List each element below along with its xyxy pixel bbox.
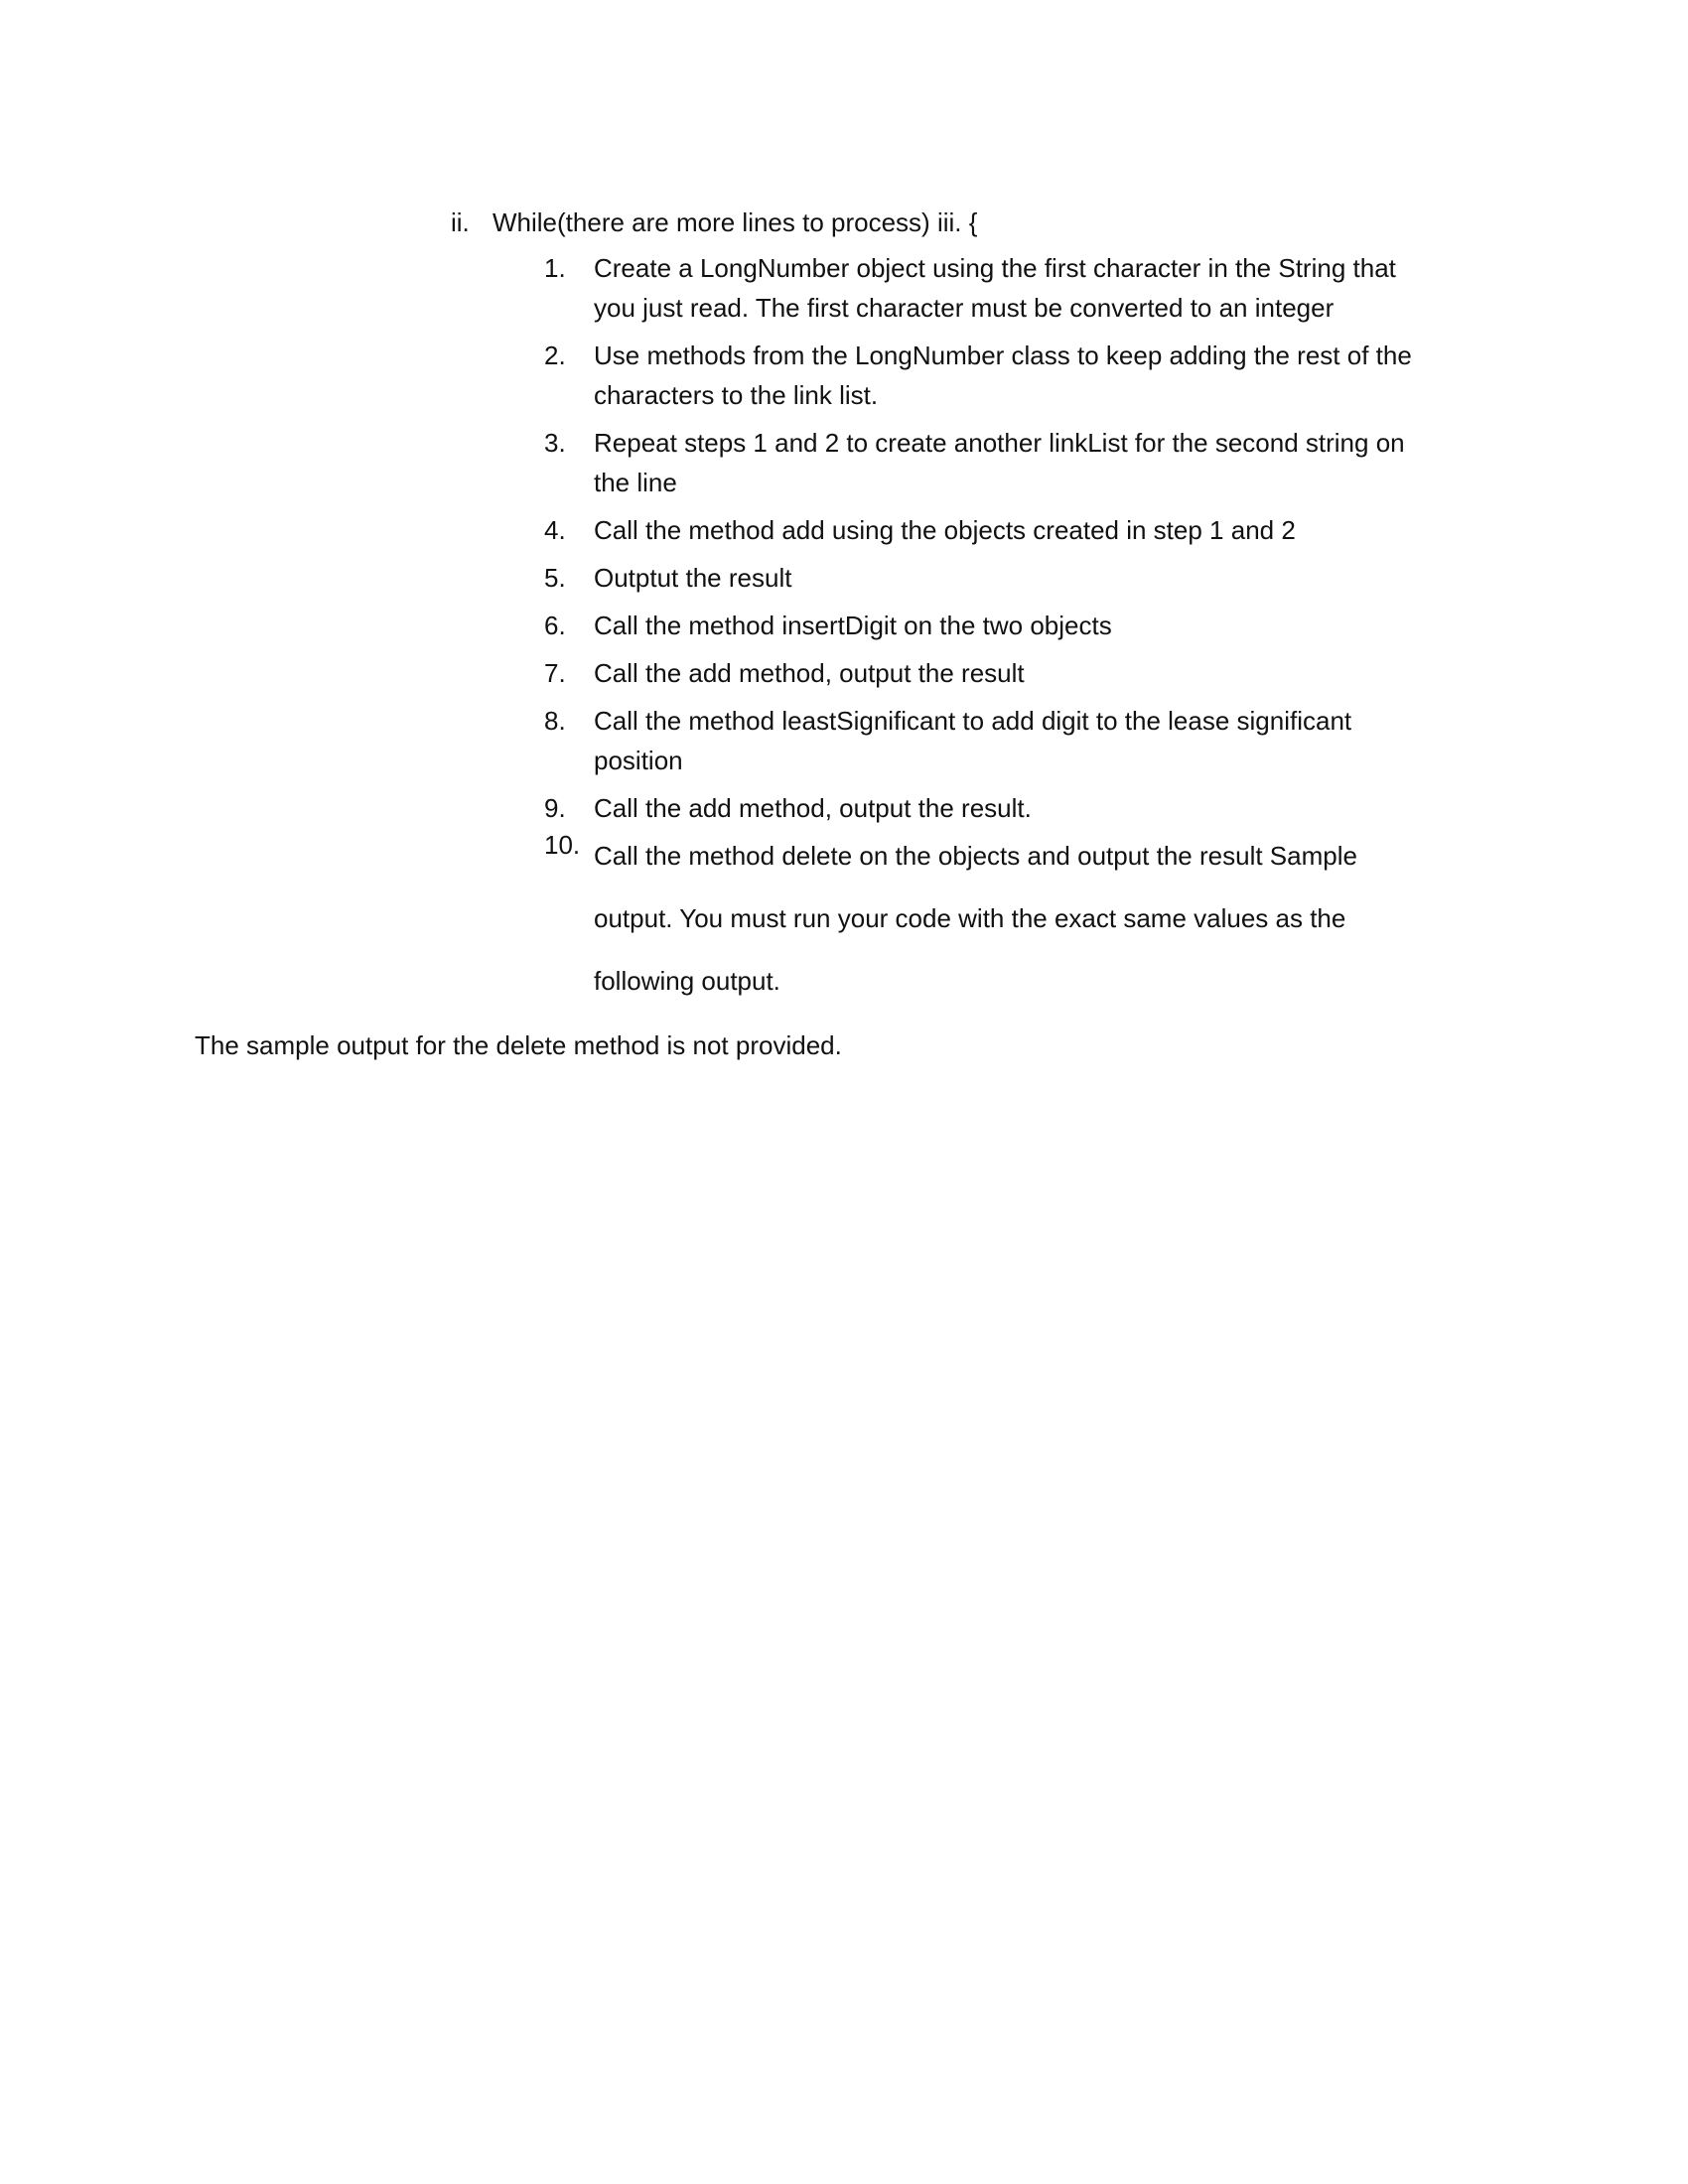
step-number: 10. [544, 830, 581, 860]
list-item-step-2 [544, 336, 1487, 415]
list-item-step-8 [544, 701, 1487, 780]
step-text: Outptut the result [594, 563, 792, 593]
step-text: Call the method add using the objects created in step 1 and 2 [594, 515, 1296, 545]
list-item-step-9 [544, 788, 1487, 828]
roman-marker: ii. [451, 207, 470, 237]
step-number: 8. [544, 706, 566, 736]
step-text: Repeat steps 1 and 2 to create another linkList for the second string on the line [594, 428, 1405, 497]
step-text: Call the add method, output the result. [594, 793, 1032, 823]
step-text: Call the add method, output the result [594, 658, 1025, 688]
roman-item-text: While(there are more lines to process) iii. { [492, 207, 978, 237]
list-item-step-3 [544, 423, 1487, 502]
list-item-step-4 [544, 510, 1487, 550]
step-text: Call the method delete on the objects and output the result Sample output. You must run your code with the exact same values as the following output. [594, 841, 1357, 996]
roman-list-item [451, 203, 977, 242]
step-text: Call the method insertDigit on the two objects [594, 611, 1112, 640]
numbered-steps-list [544, 248, 1487, 1021]
list-item-step-1 [544, 248, 1487, 328]
step-number: 7. [544, 658, 566, 688]
list-item-step-10 [544, 825, 1487, 1013]
step-number: 1. [544, 253, 566, 283]
step-number: 9. [544, 793, 566, 823]
list-item-step-7 [544, 653, 1487, 693]
footer-note: The sample output for the delete method is not provided. [195, 1030, 842, 1060]
step-number: 6. [544, 611, 566, 640]
list-item-step-6 [544, 606, 1487, 645]
step-number: 2. [544, 341, 566, 370]
step-number: 4. [544, 515, 566, 545]
step-number: 5. [544, 563, 566, 593]
step-number: 3. [544, 428, 566, 458]
step-text: Use methods from the LongNumber class to keep adding the rest of the characters to the link list. [594, 341, 1412, 410]
list-item-step-5 [544, 558, 1487, 598]
step-text: Call the method leastSignificant to add digit to the lease significant position [594, 706, 1352, 775]
step-text: Create a LongNumber object using the first character in the String that you just read. The first character must be converted to an integer [594, 253, 1396, 323]
